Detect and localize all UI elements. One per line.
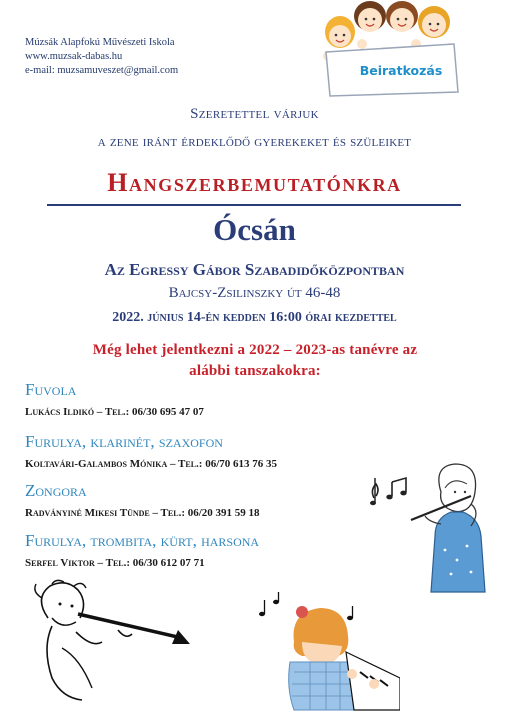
department-teacher: Koltavári-Galambos Mónika – Tel.: 06/70 613 76 35: [25, 458, 278, 470]
department-name: Zongora: [25, 481, 87, 500]
department-teacher: Lukács Ildikó – Tel.: 06/30 695 47 07: [25, 406, 204, 418]
event-address: Bajcsy-Zsilinszky út 46-48: [168, 285, 341, 301]
department-name: Fuvola: [25, 380, 77, 399]
kids-banner: [322, 0, 472, 100]
event-date: 2022. június 14-én kedden 16:00 órai kezdettel: [112, 310, 397, 325]
enrollment-line-1: Még lehet jelentkezni a 2022 – 2023-as tanévre az: [92, 342, 418, 358]
school-contact: [25, 36, 178, 78]
event-title: Hangszerbemutatónkra: [107, 168, 402, 197]
clarinet-player-illustration: [22, 578, 192, 703]
department-name: Furulya, klarinét, szaxofon: [25, 432, 223, 451]
intro-line-1: Szeretettel várjuk: [190, 106, 319, 122]
event-venue: Az Egressy Gábor Szabadidőközpontban: [104, 260, 405, 279]
kids-banner-illustration: [322, 0, 472, 100]
event-city: Ócsán: [213, 212, 296, 247]
school-name: Múzsák Alapfokú Művészeti Iskola: [25, 37, 175, 48]
enrollment-line-2: alábbi tanszakokra:: [189, 363, 321, 379]
title-underline: [47, 204, 461, 206]
department-name: Furulya, trombita, kürt, harsona: [25, 531, 260, 550]
intro-line-2: a zene iránt érdeklődő gyerekeket és szüleiket: [97, 134, 412, 150]
department-teacher: Radványiné Mikesi Tünde – Tel.: 06/20 391 59 18: [25, 507, 260, 519]
school-website: www.muzsak-dabas.hu: [25, 51, 123, 62]
school-email: e-mail: muzsamuveszet@gmail.com: [25, 65, 179, 76]
piano-child-illustration: [250, 592, 400, 712]
enrollment-notice: [40, 340, 470, 382]
flute-girl-illustration: [405, 462, 509, 600]
department-teacher: Serfel Viktor – Tel.: 06/30 612 07 71: [25, 557, 205, 569]
enrollment-banner-label: Beiratkozás: [359, 63, 443, 78]
